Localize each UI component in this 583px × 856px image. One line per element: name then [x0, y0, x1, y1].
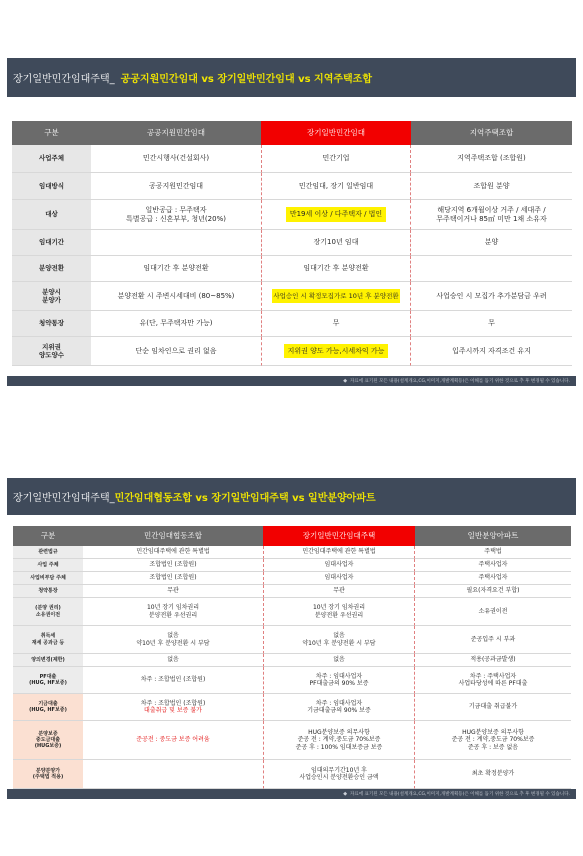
row-label: 사업 주체	[13, 559, 83, 572]
table-cell: 임대사업자	[263, 572, 415, 585]
table-header-long-term-rental: 장기일반민간임대	[261, 121, 411, 145]
slide-2-comparison-table	[13, 526, 571, 790]
table-cell: 민간임대주택에 관한 특별법	[83, 546, 263, 559]
footer-disclaimer: 자료에 표기된 모든 내용(설계개요,CG,이미지,개발계획등)은 이해를 돕기 위한 것으로 추 후 변경될 수 있습니다.	[350, 379, 570, 384]
slide-2-footer	[7, 789, 576, 799]
table-cell	[411, 256, 572, 282]
table-cell: 최초 확정분양가	[415, 760, 571, 789]
row-label: 관련법규	[13, 546, 83, 559]
row-label: 분양전환	[12, 256, 91, 282]
row-label: 임대방식	[12, 173, 91, 200]
slide-1-footer	[7, 376, 576, 386]
table-cell: 조합원 분양	[411, 173, 572, 200]
table-cell: 기금대출 취급불가	[415, 694, 571, 721]
table-cell: 지역주택조합 (조합원)	[411, 145, 572, 173]
slide-1-title-main: 공공지원민간임대 vs 장기일반민간임대 vs 지역주택조합	[120, 74, 372, 85]
table-cell	[83, 760, 263, 789]
table-cell: 주택사업자	[415, 559, 571, 572]
row-label: PF대출 (HUG, HF보증)	[13, 667, 83, 694]
row-label: (분양 권리) 소유권이전	[13, 598, 83, 626]
table-cell: 10년 장기 임차권리 분양전환 우선권리	[83, 598, 263, 626]
table-cell: HUG분양보증 의무사항 준공 전 : 계약,중도금 70%보증 준공 후 : 보증 없음	[415, 721, 571, 760]
row-label: 기금대출 (HUG, HF보증)	[13, 694, 83, 721]
table-header-housing-union: 지역주택조합	[411, 121, 572, 145]
table-cell: 주택사업자	[415, 572, 571, 585]
row-label: 사업비부담 주체	[13, 572, 83, 585]
table-cell: 조합법인 (조합원)	[83, 572, 263, 585]
row-label: 임대기간	[12, 230, 91, 256]
table-cell: 적용(공과금발생)	[415, 654, 571, 667]
table-cell: 무관	[83, 585, 263, 598]
table-cell: 없음	[263, 654, 415, 667]
table-cell: 입주시까지 자격조건 유지	[411, 337, 572, 366]
slide-2-title-main: 민간임대협동조합 vs 장기일반임대주택 vs 일반분양아파트	[114, 493, 376, 504]
table-cell: 민간시행사(건설회사)	[91, 145, 261, 173]
table-cell: 무관	[263, 585, 415, 598]
table-header-public-rental: 공공지원민간임대	[91, 121, 261, 145]
table-cell: 차주 : 임대사업자 PF대출금의 90% 보증	[263, 667, 415, 694]
table-cell: 임대기간 후 분양전환	[261, 256, 411, 282]
table-cell: 공공지원민간임대	[91, 173, 261, 200]
info-icon: ◆	[343, 378, 348, 384]
row-label: 청약통장	[13, 585, 83, 598]
table-cell: 임대사업자	[263, 559, 415, 572]
table-cell	[91, 230, 261, 256]
slide-2	[7, 478, 576, 808]
row-label: 분양분양가 (주택법 적용)	[13, 760, 83, 789]
row-label: 청약통장	[12, 311, 91, 337]
table-cell: 주택법	[415, 546, 571, 559]
table-cell-highlighted	[261, 337, 411, 366]
slide-2-title-prefix: 장기일반민간임대주택_	[13, 493, 115, 504]
footer-disclaimer: 자료에 표기된 모든 내용(설계개요,CG,이미지,개발계획등)은 이해를 돕기 위한 것으로 추 후 변경될 수 있습니다.	[350, 792, 570, 797]
table-cell: 임대의무기간10년 후 사업승인시 분양전환승인 금액	[263, 760, 415, 789]
table-cell-highlighted	[261, 282, 411, 311]
row-label: 취득세 재세 공과금 등	[13, 626, 83, 654]
table-cell: 장기10년 임대	[261, 230, 411, 256]
slide-1	[7, 58, 576, 388]
table-cell: 준공입주 시 부과	[415, 626, 571, 654]
table-cell: 소유권이전	[415, 598, 571, 626]
table-cell: 없음 약10년 후 분양전환 시 부담	[83, 626, 263, 654]
row-label: 분양보증 중도금대출 (HUG보증)	[13, 721, 83, 760]
table-cell: 무	[261, 311, 411, 337]
table-cell: 일반공급 : 무주택자 특별공급 : 신혼부부, 청년(20%)	[91, 200, 261, 230]
table-header-long-term-rental: 장기일반민간임대주택	[263, 526, 415, 546]
highlight-text: 사업승인 시 확정모집가로 10년 후 분양전환	[272, 289, 399, 303]
table-cell: 분양전환 시 주변시세대비 (80~85%)	[91, 282, 261, 311]
highlight-text: 지위권 양도 가능,시세차익 가능	[284, 344, 389, 359]
table-cell: 민간임대, 장기 일반임대	[261, 173, 411, 200]
table-cell: 없음	[83, 654, 263, 667]
table-cell-highlighted	[261, 200, 411, 230]
slide-2-title-bar	[7, 478, 576, 515]
row-label: 대상	[12, 200, 91, 230]
cell-line-warning: 준공전 : 중도금 보증 어려움	[136, 736, 210, 744]
table-cell: 조합법인 (조합원)	[83, 559, 263, 572]
table-header-category: 구분	[13, 526, 83, 546]
table-header-category: 구분	[12, 121, 91, 145]
slide-1-title-bar	[7, 58, 576, 97]
table-cell: 차주 : 임대사업자 기금대출금의 90% 보증	[263, 694, 415, 721]
table-cell: 민간기업	[261, 145, 411, 173]
table-cell: 차주 : 조합법인 (조합원)	[83, 667, 263, 694]
cell-line: 차주 : 조합법인 (조합원)	[140, 699, 206, 707]
table-header-coop-rental: 민간임대협동조합	[83, 526, 263, 546]
table-cell: 사업승인 시 모집가 추가분담금 우려	[411, 282, 572, 311]
table-cell: 없음 약10년 후 분양전환 시 부담	[263, 626, 415, 654]
table-cell: HUG분양보증 의무사항 준공 전 : 계약,중도금 70%보증 준공 후 : 100% 임대보증금 보증	[263, 721, 415, 760]
table-cell: 해당지역 6개월이상 거주 / 세대주 / 무주택이거나 85㎡ 미만 1채 소유자	[411, 200, 572, 230]
row-label: 사업주체	[12, 145, 91, 173]
table-cell: 유(단, 무주택자만 가능)	[91, 311, 261, 337]
table-cell: 무	[411, 311, 572, 337]
table-cell: 차주 : 주택사업자 사업타당성에 따른 PF대출	[415, 667, 571, 694]
row-label: 분양시 분양가	[12, 282, 91, 311]
table-cell	[83, 721, 263, 760]
table-cell	[83, 694, 263, 721]
table-cell: 민간임대주택에 관한 특별법	[263, 546, 415, 559]
table-header-general-apartment: 일반분양아파트	[415, 526, 571, 546]
cell-line-warning: 대출취급 및 보증 불가	[144, 707, 202, 714]
row-label: 지위권 양도양수	[12, 337, 91, 366]
table-cell: 단순 임차인으로 권리 없음	[91, 337, 261, 366]
table-cell: 분양	[411, 230, 572, 256]
slide-1-comparison-table	[12, 121, 572, 366]
slide-1-title-prefix: 장기일반민간임대주택_	[13, 74, 115, 85]
info-icon: ◆	[343, 791, 348, 797]
table-cell: 임대기간 후 분양전환	[91, 256, 261, 282]
row-label: 양의변경(제한)	[13, 654, 83, 667]
highlight-text: 만19세 이상 / 다주택자 / 법인	[286, 207, 386, 222]
table-cell: 필요(자격요건 부합)	[415, 585, 571, 598]
table-cell: 10년 장기 임차권리 분양전환 우선권리	[263, 598, 415, 626]
